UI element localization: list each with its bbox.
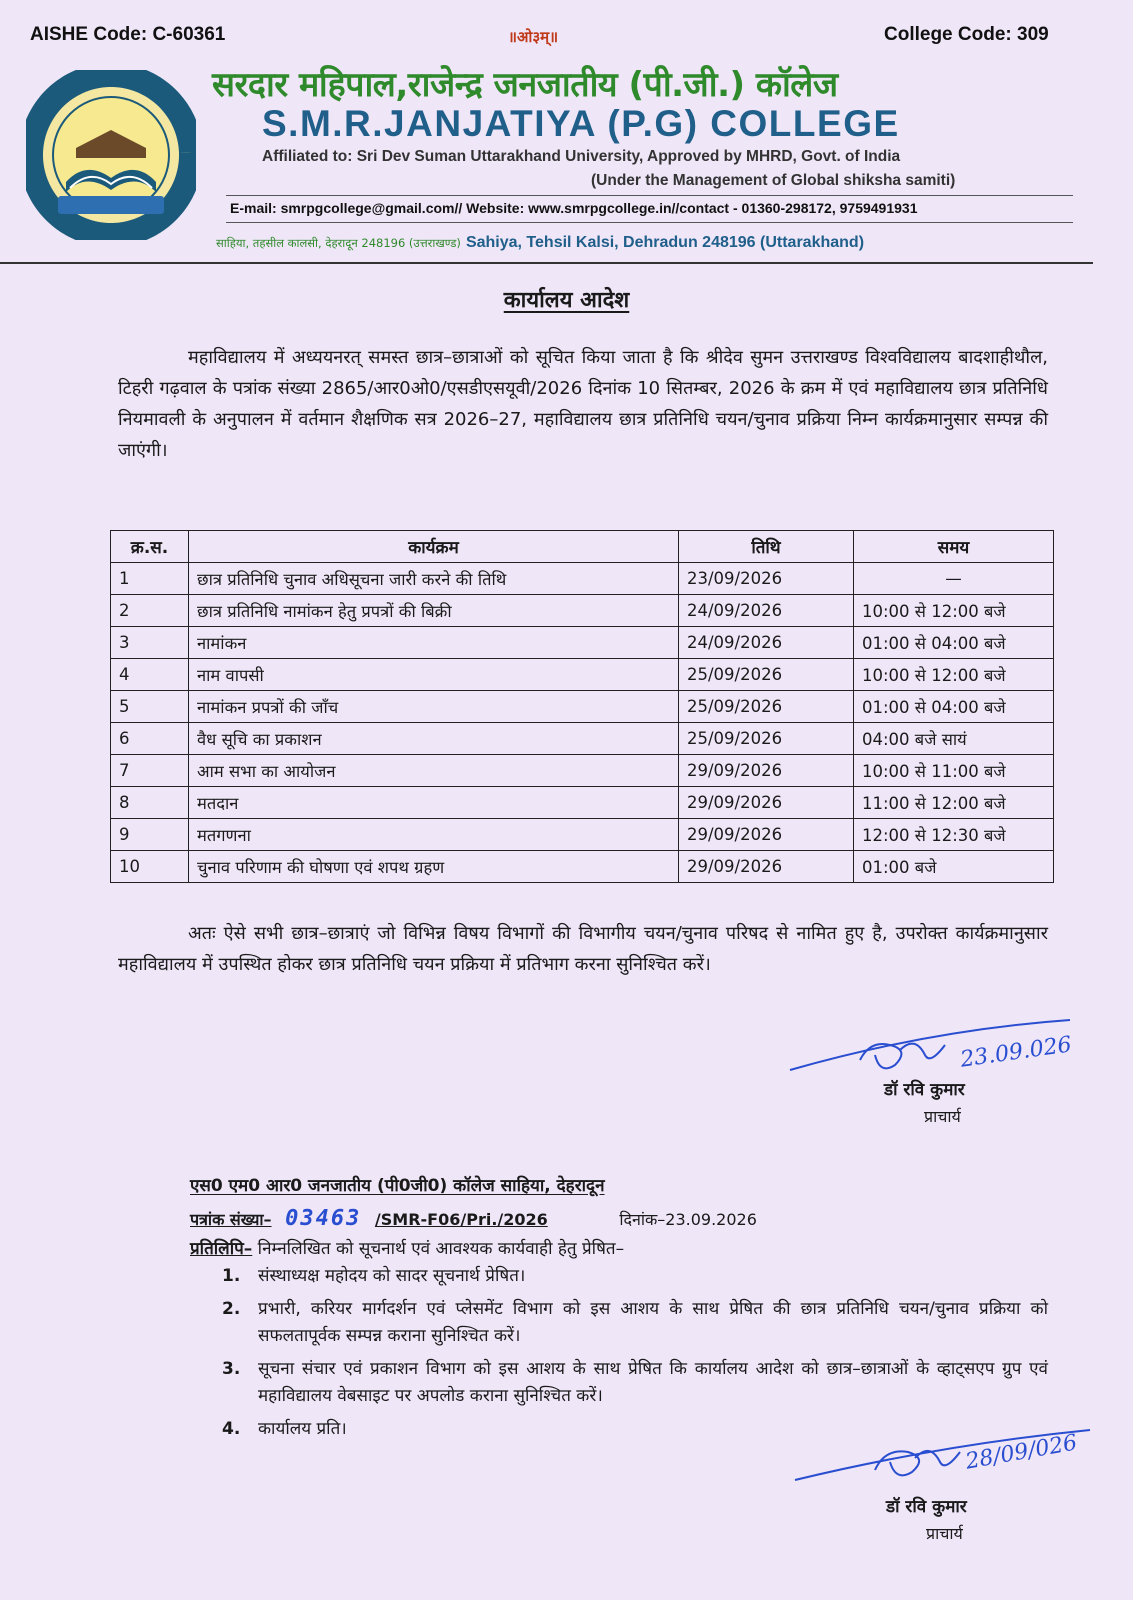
- ref-label: पत्रांक संख्या–: [190, 1210, 272, 1229]
- cell-program: मतगणना: [189, 819, 679, 851]
- list-item: [222, 1296, 1048, 1350]
- cell-date: 23/09/2026: [679, 563, 854, 595]
- table-header-row: [111, 531, 1054, 563]
- address-hindi: साहिया, तहसील कालसी, देहरादून 248196 (उत्तराखण्ड): [216, 236, 461, 250]
- cell-date: 29/09/2026: [679, 851, 854, 883]
- om-symbol: ॥ओ३म्॥: [508, 28, 559, 46]
- cell-date: 25/09/2026: [679, 691, 854, 723]
- college-logo: [26, 70, 196, 240]
- col-date: तिथि: [679, 531, 854, 563]
- cell-serial: 8: [111, 787, 189, 819]
- cell-time: 01:00 से 04:00 बजे: [854, 691, 1054, 723]
- cell-program: चुनाव परिणाम की घोषणा एवं शपथ ग्रहण: [189, 851, 679, 883]
- cell-serial: 2: [111, 595, 189, 627]
- header-divider-upper: [226, 195, 1073, 196]
- cell-serial: 10: [111, 851, 189, 883]
- cell-date: 24/09/2026: [679, 595, 854, 627]
- aishe-code: AISHE Code: C-60361: [30, 24, 226, 45]
- prati-text: निम्नलिखित को सूचनार्थ एवं आवश्यक कार्यवाही हेतु प्रेषित–: [252, 1239, 625, 1259]
- list-text: सूचना संचार एवं प्रकाशन विभाग को इस आशय के साथ प्रेषित कि कार्यालय आदेश को छात्र–छात्राओं के व्हाट्सएप ग्रुप एवं महाविद्यालय वेबसाइट पर अपलोड कराना सुनिश्चित करें।: [258, 1359, 1048, 1406]
- address-english: Sahiya, Tehsil Kalsi, Dehradun 248196 (Uttarakhand): [465, 234, 865, 251]
- table-row: [111, 691, 1054, 723]
- table-row: [111, 595, 1054, 627]
- cell-time: 10:00 से 12:00 बजे: [854, 659, 1054, 691]
- list-number: 4.: [222, 1419, 241, 1439]
- cell-program: आम सभा का आयोजन: [189, 755, 679, 787]
- closing-paragraph: अतः ऐसे सभी छात्र–छात्राएं जो विभिन्न विषय विभागों की विभागीय चयन/चुनाव परिषद से नामित हुए है, उपरोक्त कार्यक्रमानुसार महाविद्यालय में उपस्थित होकर छात्र प्रतिनिधि चयन प्रक्रिया में प्रतिभाग करना सुनिश्चित करें।: [118, 923, 1048, 975]
- cell-time: 10:00 से 11:00 बजे: [854, 755, 1054, 787]
- list-text: संस्थाध्यक्ष महोदय को सादर सूचनार्थ प्रेषित।: [258, 1266, 526, 1286]
- table-row: [111, 819, 1054, 851]
- cell-program: वैध सूचि का प्रकाशन: [189, 723, 679, 755]
- schedule-table: [110, 530, 1054, 883]
- cell-date: 25/09/2026: [679, 659, 854, 691]
- college-name-english: S.M.R.JANJATIYA (P.G) COLLEGE: [262, 103, 900, 144]
- cell-program: छात्र प्रतिनिधि नामांकन हेतु प्रपत्रों की बिक्री: [189, 595, 679, 627]
- affiliation-text: Affiliated to: Sri Dev Suman Uttarakhand University, Approved by MHRD, Govt. of India: [262, 148, 901, 165]
- cell-time: 12:00 से 12:30 बजे: [854, 819, 1054, 851]
- table-row: [111, 787, 1054, 819]
- cell-program: नामांकन: [189, 627, 679, 659]
- list-text: कार्यालय प्रति।: [258, 1419, 347, 1439]
- cell-time: —: [854, 563, 1054, 595]
- cell-program: नामांकन प्रपत्रों की जाँच: [189, 691, 679, 723]
- table-row: [111, 659, 1054, 691]
- signature-1-date: 23.09.026: [958, 1032, 1074, 1073]
- list-number: 2.: [222, 1299, 241, 1319]
- cell-program: नाम वापसी: [189, 659, 679, 691]
- table-row: [111, 851, 1054, 883]
- cell-time: 10:00 से 12:00 बजे: [854, 595, 1054, 627]
- col-serial: क्र.स.: [111, 531, 189, 563]
- cell-serial: 4: [111, 659, 189, 691]
- principal-name-2: डॉ रवि कुमार: [886, 1497, 967, 1517]
- cell-serial: 1: [111, 563, 189, 595]
- cell-time: 04:00 बजे सायं: [854, 723, 1054, 755]
- cell-date: 24/09/2026: [679, 627, 854, 659]
- principal-designation-1: प्राचार्य: [924, 1107, 961, 1126]
- cell-date: 29/09/2026: [679, 755, 854, 787]
- cell-time: 01:00 से 04:00 बजे: [854, 627, 1054, 659]
- table-row: [111, 723, 1054, 755]
- cell-time: 01:00 बजे: [854, 851, 1054, 883]
- list-number: 3.: [222, 1359, 241, 1379]
- signature-2-date: 28/09/026: [963, 1430, 1080, 1475]
- table-row: [111, 563, 1054, 595]
- cell-date: 25/09/2026: [679, 723, 854, 755]
- col-program: कार्यक्रम: [189, 531, 679, 563]
- header-divider-middle: [226, 222, 1073, 223]
- table-row: [111, 627, 1054, 659]
- intro-paragraph: महाविद्यालय में अध्ययनरत् समस्त छात्र–छात्राओं को सूचित किया जाता है कि श्रीदेव सुमन उत्तराखण्ड विश्वविद्यालय बादशाहीथौल, टिहरी गढ़वाल के पत्रांक संख्या 2865/आर0ओ0/एसडीएसयूवी/2026 दिनांक 10 सितम्बर, 2026 के क्रम में एवं महाविद्यालय छात्र प्रतिनिधि नियमावली के अनुपालन में वर्तमान शैक्षणिक सत्र 2026–27, महाविद्यालय छात्र प्रतिनिधि चयन/चुनाव प्रक्रिया निम्न कार्यक्रमानुसार सम्पन्न की जाएंगी।: [118, 347, 1048, 461]
- cell-serial: 9: [111, 819, 189, 851]
- management-text: (Under the Management of Global shiksha samiti): [591, 172, 956, 189]
- cell-date: 29/09/2026: [679, 787, 854, 819]
- address-line: [216, 232, 864, 252]
- header-divider-main: [0, 262, 1093, 264]
- prati-line: [190, 1236, 624, 1259]
- cell-serial: 3: [111, 627, 189, 659]
- ref-number: 03463: [285, 1206, 362, 1231]
- college-name-hindi: सरदार महिपाल,राजेन्द्र जनजातीय (पी.जी.) कॉलेज: [212, 65, 838, 105]
- cell-date: 29/09/2026: [679, 819, 854, 851]
- principal-designation-2: प्राचार्य: [926, 1524, 963, 1543]
- cell-serial: 7: [111, 755, 189, 787]
- table-row: [111, 755, 1054, 787]
- college-code: College Code: 309: [884, 24, 1049, 45]
- cell-program: मतदान: [189, 787, 679, 819]
- cell-serial: 6: [111, 723, 189, 755]
- college-seal-icon: [26, 70, 196, 240]
- col-time: समय: [854, 531, 1054, 563]
- list-number: 1.: [222, 1266, 241, 1286]
- ref-suffix: /SMR-F06/Pri./2026: [374, 1210, 548, 1229]
- ref-date: दिनांक–23.09.2026: [619, 1210, 757, 1229]
- list-item: [222, 1263, 1048, 1290]
- principal-name-1: डॉ रवि कुमार: [884, 1080, 965, 1100]
- cell-time: 11:00 से 12:00 बजे: [854, 787, 1054, 819]
- contact-line: E-mail: smrpgcollege@gmail.com// Website: www.smrpgcollege.in//contact - 01360-298172, 9759491931: [230, 200, 918, 216]
- copy-heading: एस0 एम0 आर0 जनजातीय (पी0जी0) कॉलेज साहिया, देहरादून: [190, 1176, 605, 1196]
- reference-line: [190, 1206, 890, 1231]
- cell-program: छात्र प्रतिनिधि चुनाव अधिसूचना जारी करने की तिथि: [189, 563, 679, 595]
- list-text: प्रभारी, करियर मार्गदर्शन एवं प्लेसमेंट विभाग को इस आशय के साथ प्रेषित की छात्र प्रतिनिधि चयन/चुनाव प्रक्रिया को सफलतापूर्वक सम्पन्न कराना सुनिश्चित करें।: [258, 1299, 1048, 1346]
- list-item: [222, 1356, 1048, 1410]
- cell-serial: 5: [111, 691, 189, 723]
- prati-label: प्रतिलिपि–: [190, 1239, 253, 1259]
- order-title: कार्यालय आदेश: [503, 288, 630, 313]
